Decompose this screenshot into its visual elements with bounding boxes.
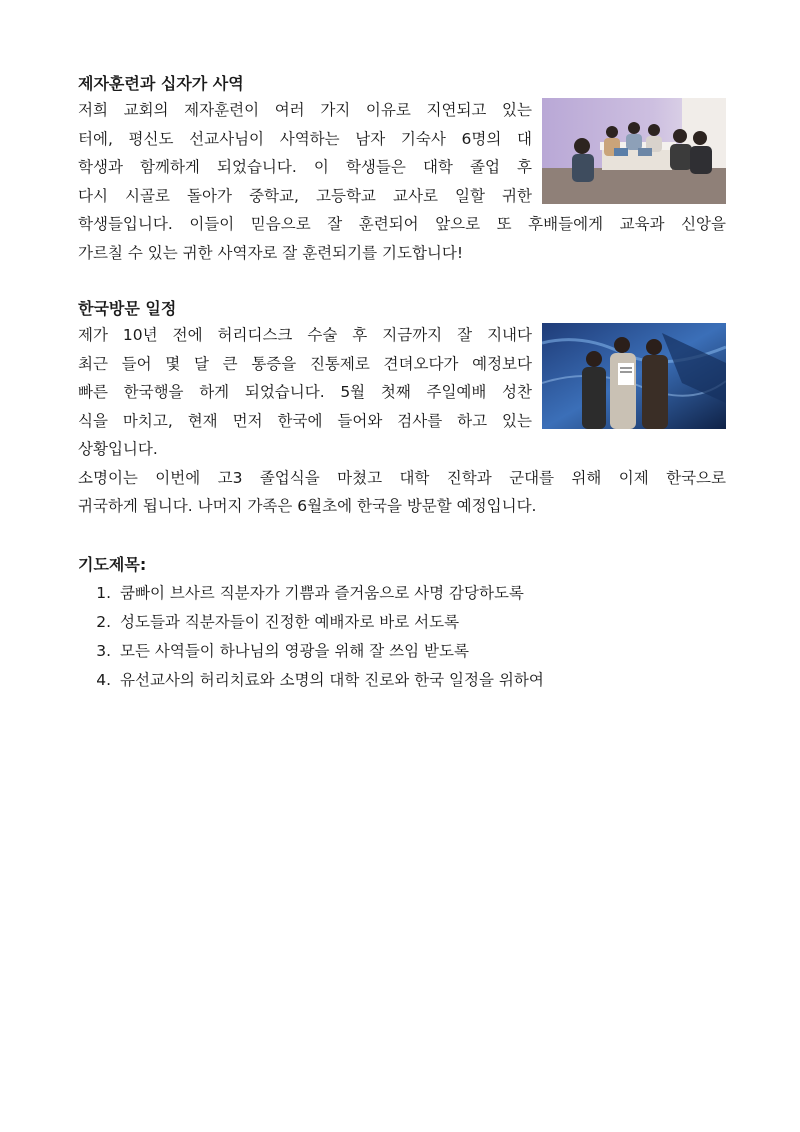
list-item: 4. 유선교사의 허리치료와 소명의 대학 진로와 한국 일정을 위하여: [116, 666, 726, 695]
prayer-list: [78, 579, 726, 695]
text-line: 소명이는 이번에 고3 졸업식을 마쳤고 대학 진학과 군대를 위해 이제 한국으로: [78, 468, 726, 487]
list-item: 2. 성도들과 직분자들이 진정한 예배자로 바로 서도록: [116, 608, 726, 637]
section-discipleship: [78, 96, 726, 267]
text-line: 학생과 함께하게 되었습니다. 이 학생들은 대학 졸업 후: [78, 158, 532, 176]
text-line: 다시 시골로 돌아가 중학교, 고등학교 교사로 일할 귀한: [78, 186, 532, 205]
photo-students-meeting: [542, 98, 726, 204]
prayer-title: 기도제목:: [78, 554, 147, 574]
text-line: 빠른 한국행을 하게 되었습니다. 5월 첫째 주일예배 성찬: [78, 383, 532, 401]
text-line: 저희 교회의 제자훈련이 여러 가지 이유로 지연되고 있는: [78, 101, 532, 119]
text-line: 제가 10년 전에 허리디스크 수술 후 지금까지 잘 지내다: [78, 326, 532, 344]
list-item: 1. 쿰빠이 브사르 직분자가 기쁨과 즐거움으로 사명 감당하도록: [116, 579, 726, 608]
section-korea-visit: [78, 321, 726, 521]
newsletter-page: [78, 72, 726, 695]
text-line: 학생들입니다. 이들이 믿음으로 잘 훈련되어 앞으로 또 후배들에게 교육과 신앙을: [78, 215, 726, 233]
section-title-korea-visit: 한국방문 일정: [78, 299, 177, 318]
text-line: 최근 들어 몇 달 큰 통증을 진통제로 견뎌오다가 예정보다: [78, 354, 532, 373]
list-item: 3. 모든 사역들이 하나님의 영광을 위해 잘 쓰임 받도록: [116, 637, 726, 666]
section-title-discipleship: 제자훈련과 십자가 사역: [78, 74, 244, 93]
text-line: 가르칠 수 있는 귀한 사역자로 잘 훈련되기를 기도합니다!: [78, 243, 464, 262]
text-line: 식을 마치고, 현재 먼저 한국에 들어와 검사를 하고 있는: [78, 411, 532, 430]
text-line: 터에, 평신도 선교사님이 사역하는 남자 기숙사 6명의 대: [78, 129, 532, 148]
photo-graduation: [542, 323, 726, 429]
text-line: 상황입니다.: [78, 440, 158, 458]
text-line: 귀국하게 됩니다. 나머지 가족은 6월초에 한국을 방문할 예정입니다.: [78, 497, 537, 515]
